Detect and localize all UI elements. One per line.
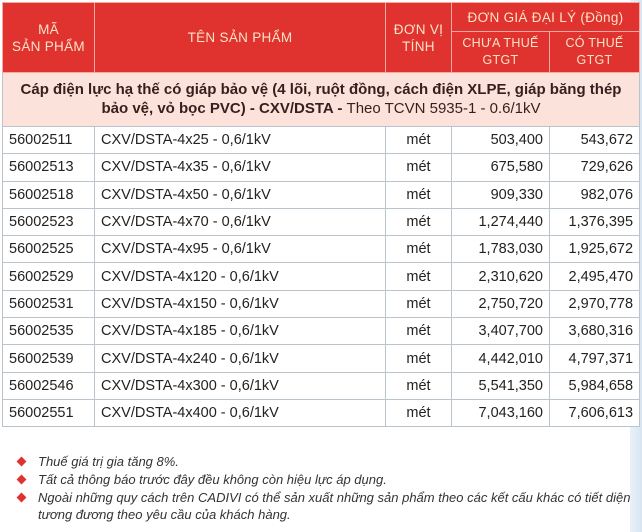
unit-cell: mét [386, 263, 452, 290]
table-body [3, 127, 640, 427]
product-name-cell: CXV/DSTA-4x120 - 0,6/1kV [95, 263, 386, 290]
price-excl-vat-cell: 909,330 [452, 181, 550, 208]
category-row [3, 73, 640, 127]
price-incl-vat-cell: 3,680,316 [550, 318, 640, 345]
product-code-cell: 56002535 [3, 318, 95, 345]
product-code-cell: 56002546 [3, 372, 95, 399]
note-text: Thuế giá trị gia tăng 8%. [38, 454, 179, 469]
unit-cell: mét [386, 154, 452, 181]
product-code-cell: 56002539 [3, 345, 95, 372]
diamond-bullet-icon [17, 457, 27, 467]
price-incl-vat-cell: 2,970,778 [550, 290, 640, 317]
price-table [2, 2, 640, 427]
product-name-cell: CXV/DSTA-4x400 - 0,6/1kV [95, 399, 386, 426]
note-item [18, 471, 633, 488]
price-excl-vat-cell: 2,310,620 [452, 263, 550, 290]
diamond-bullet-icon [17, 493, 27, 503]
table-row [3, 318, 640, 345]
product-name-cell: CXV/DSTA-4x35 - 0,6/1kV [95, 154, 386, 181]
header-unit-line1: ĐƠN VỊ [393, 21, 444, 37]
product-name-cell: CXV/DSTA-4x95 - 0,6/1kV [95, 236, 386, 263]
price-incl-vat-cell: 982,076 [550, 181, 640, 208]
table-header [3, 3, 640, 73]
product-name-cell: CXV/DSTA-4x240 - 0,6/1kV [95, 345, 386, 372]
product-code-cell: 56002531 [3, 290, 95, 317]
header-price-group: ĐƠN GIÁ ĐẠI LÝ (Đồng) [452, 3, 640, 32]
price-incl-vat-cell: 1,376,395 [550, 208, 640, 235]
note-text: Ngoài những quy cách trên CADIVI có thể sản xuất những sản phẩm theo các kết cấu khác có tiết diện tương đương theo yêu cầu của khách hàng. [38, 490, 631, 522]
header-product-name: TÊN SẢN PHẨM [95, 3, 386, 73]
table-row [3, 181, 640, 208]
header-unit [386, 3, 452, 73]
product-code-cell: 56002523 [3, 208, 95, 235]
price-incl-vat-cell: 1,925,672 [550, 236, 640, 263]
header-code-line2: SẢN PHẨM [12, 38, 85, 54]
notes-list [18, 453, 633, 524]
product-name-cell: CXV/DSTA-4x185 - 0,6/1kV [95, 318, 386, 345]
product-name-cell: CXV/DSTA-4x50 - 0,6/1kV [95, 181, 386, 208]
unit-cell: mét [386, 399, 452, 426]
product-name-cell: CXV/DSTA-4x300 - 0,6/1kV [95, 372, 386, 399]
product-code-cell: 56002513 [3, 154, 95, 181]
product-code-cell: 56002511 [3, 127, 95, 154]
table-row [3, 154, 640, 181]
header-price-excl-vat [452, 32, 550, 73]
header-incl-line2: GTGT [576, 53, 613, 67]
unit-cell: mét [386, 318, 452, 345]
product-name-cell: CXV/DSTA-4x150 - 0,6/1kV [95, 290, 386, 317]
unit-cell: mét [386, 208, 452, 235]
price-incl-vat-cell: 4,797,371 [550, 345, 640, 372]
note-item [18, 489, 633, 523]
price-incl-vat-cell: 543,672 [550, 127, 640, 154]
table-row [3, 208, 640, 235]
header-incl-line1: CÓ THUẾ [565, 36, 624, 50]
price-excl-vat-cell: 3,407,700 [452, 318, 550, 345]
price-incl-vat-cell: 5,984,658 [550, 372, 640, 399]
price-excl-vat-cell: 4,442,010 [452, 345, 550, 372]
unit-cell: mét [386, 181, 452, 208]
diamond-bullet-icon [17, 475, 27, 485]
unit-cell: mét [386, 127, 452, 154]
price-excl-vat-cell: 2,750,720 [452, 290, 550, 317]
price-excl-vat-cell: 5,541,350 [452, 372, 550, 399]
table-row [3, 236, 640, 263]
unit-cell: mét [386, 290, 452, 317]
unit-cell: mét [386, 345, 452, 372]
price-excl-vat-cell: 1,274,440 [452, 208, 550, 235]
price-excl-vat-cell: 675,580 [452, 154, 550, 181]
price-incl-vat-cell: 7,606,613 [550, 399, 640, 426]
header-excl-line1: CHƯA THUẾ [462, 36, 539, 50]
price-incl-vat-cell: 2,495,470 [550, 263, 640, 290]
header-price-incl-vat [550, 32, 640, 73]
header-code-line1: MÃ [38, 21, 59, 37]
unit-cell: mét [386, 236, 452, 263]
note-item [18, 453, 633, 470]
note-text: Tất cả thông báo trước đây đều không còn hiệu lực áp dụng. [38, 472, 387, 487]
table-row [3, 345, 640, 372]
price-excl-vat-cell: 503,400 [452, 127, 550, 154]
header-unit-line2: TÍNH [402, 38, 435, 54]
price-excl-vat-cell: 7,043,160 [452, 399, 550, 426]
product-code-cell: 56002551 [3, 399, 95, 426]
table-row [3, 263, 640, 290]
category-bold-text: Cáp điện lực hạ thế có giáp bảo vệ (4 lõi, ruột đồng, cách điện XLPE, giáp băng thép bảo vệ, vỏ bọc PVC) - CXV/DSTA - [20, 80, 622, 117]
table-row [3, 372, 640, 399]
product-code-cell: 56002529 [3, 263, 95, 290]
unit-cell: mét [386, 372, 452, 399]
header-excl-line2: GTGT [482, 53, 519, 67]
product-code-cell: 56002525 [3, 236, 95, 263]
price-incl-vat-cell: 729,626 [550, 154, 640, 181]
header-product-code [3, 3, 95, 73]
table-row [3, 290, 640, 317]
category-title [3, 73, 640, 127]
product-name-cell: CXV/DSTA-4x25 - 0,6/1kV [95, 127, 386, 154]
table-row [3, 127, 640, 154]
category-standard-text: Theo TCVN 5935-1 - 0.6/1kV [346, 99, 541, 117]
product-code-cell: 56002518 [3, 181, 95, 208]
table-row [3, 399, 640, 426]
product-name-cell: CXV/DSTA-4x70 - 0,6/1kV [95, 208, 386, 235]
price-excl-vat-cell: 1,783,030 [452, 236, 550, 263]
